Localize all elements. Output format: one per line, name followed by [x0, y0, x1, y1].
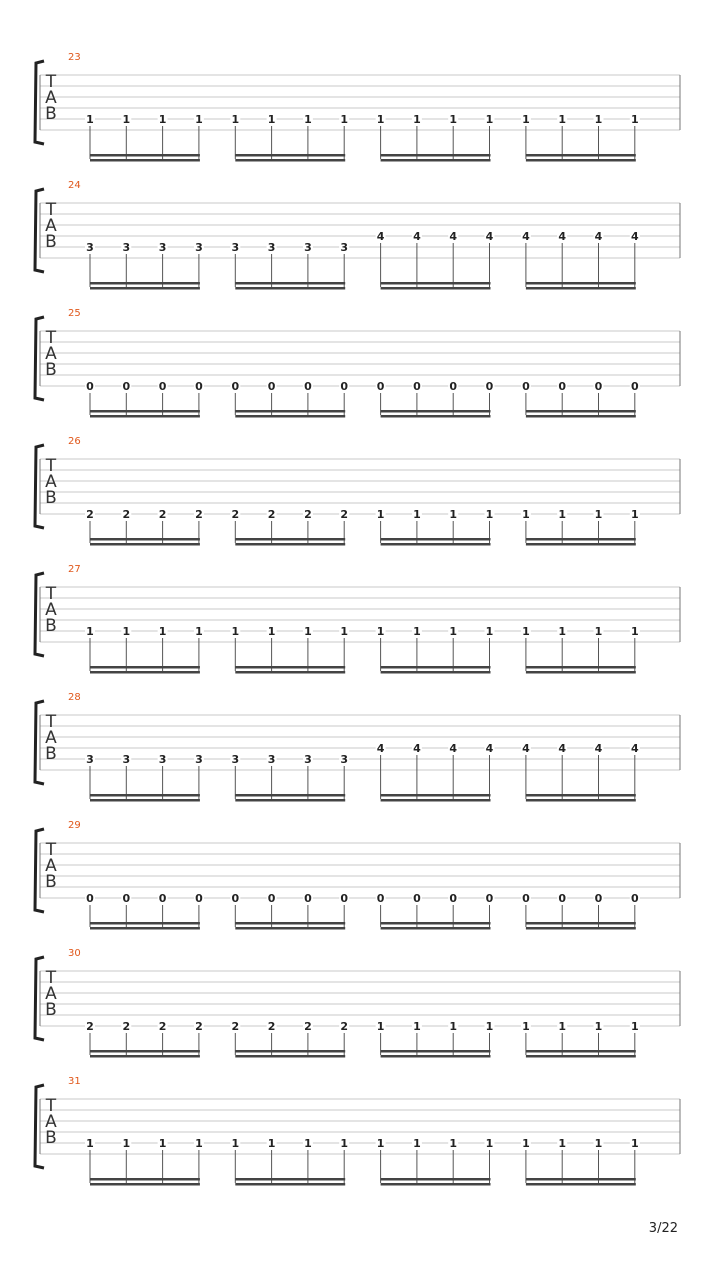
- tab-system: [0, 52, 720, 162]
- fret-number: 3: [231, 753, 240, 766]
- tab-clef: [45, 712, 57, 764]
- fret-number: 0: [304, 892, 312, 905]
- fret-number: 1: [340, 113, 349, 126]
- tab-clef-letter: T: [45, 712, 57, 732]
- note-beam: [235, 666, 345, 669]
- fret-number: 1: [158, 1137, 167, 1150]
- note-beam: [381, 1050, 491, 1053]
- fret-number: 1: [158, 113, 167, 126]
- note-beam: [381, 799, 491, 802]
- fret-number: 0: [376, 892, 385, 905]
- note-beam: [90, 287, 200, 290]
- tab-clef-letter: A: [45, 472, 57, 492]
- note-beam: [526, 927, 636, 930]
- fret-number: 1: [485, 113, 494, 126]
- tab-clef-letter: B: [45, 1128, 57, 1148]
- fret-number: 1: [558, 508, 567, 521]
- fret-number: 0: [594, 892, 603, 905]
- fret-number: 0: [449, 380, 458, 393]
- fret-number: 3: [304, 753, 312, 766]
- note-beam: [381, 538, 491, 541]
- fret-number: 3: [122, 241, 131, 254]
- fret-number: 0: [195, 892, 203, 905]
- note-beam: [526, 794, 636, 797]
- tab-clef-letter: T: [45, 200, 57, 220]
- fret-number: 0: [231, 892, 240, 905]
- fret-number: 2: [122, 1020, 131, 1033]
- tab-clef-letter: A: [45, 344, 57, 364]
- note-beam: [526, 538, 636, 541]
- note-beam: [90, 538, 200, 541]
- fret-number: 0: [485, 380, 494, 393]
- measure-number: 24: [68, 180, 81, 191]
- tab-staff: [0, 564, 720, 674]
- fret-number: 0: [630, 892, 639, 905]
- fret-number: 1: [594, 1020, 603, 1033]
- note-beam: [235, 794, 345, 797]
- fret-number: 1: [630, 1137, 639, 1150]
- tab-clef: [45, 840, 57, 892]
- fret-number: 1: [413, 113, 421, 126]
- fret-number: 1: [449, 625, 458, 638]
- fret-number: 1: [413, 1020, 421, 1033]
- fret-number: 3: [267, 753, 276, 766]
- tab-clef-letter: T: [45, 72, 57, 92]
- fret-number: 2: [231, 508, 240, 521]
- note-beam: [90, 543, 200, 546]
- fret-number: 1: [195, 113, 203, 126]
- fret-number: 2: [195, 1020, 203, 1033]
- fret-number: 1: [413, 625, 421, 638]
- measure-number: 30: [68, 948, 81, 959]
- measure-number: 26: [68, 436, 81, 447]
- fret-number: 1: [158, 625, 167, 638]
- fret-number: 2: [86, 1020, 94, 1033]
- tab-clef-letter: A: [45, 856, 57, 876]
- note-beam: [526, 415, 636, 418]
- fret-number: 4: [630, 230, 639, 243]
- tab-staff: [0, 180, 720, 290]
- fret-number: 1: [630, 625, 639, 638]
- tab-clef-letter: B: [45, 616, 57, 636]
- measure-number: 28: [68, 692, 81, 703]
- fret-number: 0: [122, 380, 131, 393]
- tab-clef: [45, 72, 57, 124]
- fret-number: 4: [558, 742, 567, 755]
- note-beam: [526, 287, 636, 290]
- note-beam: [235, 1050, 345, 1053]
- fret-number: 1: [558, 625, 567, 638]
- note-beam: [235, 799, 345, 802]
- tab-clef-letter: B: [45, 1000, 57, 1020]
- fret-number: 1: [522, 508, 530, 521]
- note-beam: [381, 922, 491, 925]
- note-beam: [526, 159, 636, 162]
- fret-number: 1: [522, 1137, 530, 1150]
- note-beam: [381, 927, 491, 930]
- tab-clef: [45, 584, 57, 636]
- fret-number: 1: [376, 508, 385, 521]
- note-beam: [235, 1178, 345, 1181]
- measure-number: 31: [68, 1076, 81, 1087]
- note-beam: [526, 666, 636, 669]
- fret-number: 1: [449, 508, 458, 521]
- fret-number: 3: [340, 753, 349, 766]
- fret-number: 4: [485, 230, 494, 243]
- note-beam: [526, 1050, 636, 1053]
- fret-number: 1: [122, 625, 131, 638]
- fret-number: 4: [630, 742, 639, 755]
- note-beam: [381, 282, 491, 285]
- fret-number: 0: [340, 892, 349, 905]
- fret-number: 1: [340, 625, 349, 638]
- note-beam: [90, 159, 200, 162]
- note-beam: [90, 666, 200, 669]
- note-beam: [381, 410, 491, 413]
- note-beam: [90, 154, 200, 157]
- tab-clef-letter: B: [45, 104, 57, 124]
- note-beam: [526, 1178, 636, 1181]
- fret-number: 1: [630, 113, 639, 126]
- tab-clef-letter: A: [45, 728, 57, 748]
- fret-number: 0: [558, 380, 567, 393]
- fret-number: 1: [376, 113, 385, 126]
- tab-staff: [0, 308, 720, 418]
- tab-staff: [0, 948, 720, 1058]
- note-beam: [235, 410, 345, 413]
- fret-number: 3: [86, 753, 94, 766]
- tab-clef-letter: B: [45, 744, 57, 764]
- fret-number: 1: [267, 1137, 276, 1150]
- tab-system: [0, 180, 720, 290]
- fret-number: 1: [304, 625, 312, 638]
- note-beam: [381, 159, 491, 162]
- note-beam: [381, 1055, 491, 1058]
- fret-number: 0: [158, 892, 167, 905]
- fret-number: 1: [376, 1020, 385, 1033]
- note-beam: [381, 794, 491, 797]
- tab-clef-letter: A: [45, 216, 57, 236]
- fret-number: 2: [304, 1020, 312, 1033]
- note-beam: [90, 1055, 200, 1058]
- fret-number: 0: [485, 892, 494, 905]
- note-beam: [526, 1055, 636, 1058]
- tab-clef-letter: B: [45, 488, 57, 508]
- fret-number: 3: [340, 241, 349, 254]
- fret-number: 2: [158, 508, 167, 521]
- tab-clef-letter: T: [45, 840, 57, 860]
- fret-number: 1: [485, 1137, 494, 1150]
- tab-clef-letter: A: [45, 1112, 57, 1132]
- tab-clef: [45, 1096, 57, 1148]
- fret-number: 4: [485, 742, 494, 755]
- note-beam: [235, 159, 345, 162]
- fret-number: 1: [304, 113, 312, 126]
- tab-clef-letter: T: [45, 456, 57, 476]
- fret-number: 1: [195, 625, 203, 638]
- note-beam: [90, 282, 200, 285]
- fret-number: 2: [340, 1020, 349, 1033]
- tab-system: [0, 564, 720, 674]
- note-beam: [90, 1183, 200, 1186]
- fret-number: 1: [195, 1137, 203, 1150]
- note-beam: [235, 282, 345, 285]
- fret-number: 4: [594, 742, 603, 755]
- measure-number: 23: [68, 52, 81, 63]
- fret-number: 4: [594, 230, 603, 243]
- fret-number: 0: [340, 380, 349, 393]
- tab-clef: [45, 968, 57, 1020]
- fret-number: 4: [413, 742, 421, 755]
- fret-number: 1: [630, 1020, 639, 1033]
- note-beam: [235, 287, 345, 290]
- tab-clef-letter: B: [45, 360, 57, 380]
- note-beam: [526, 543, 636, 546]
- fret-number: 1: [122, 113, 131, 126]
- note-beam: [381, 287, 491, 290]
- fret-number: 1: [340, 1137, 349, 1150]
- note-beam: [526, 922, 636, 925]
- note-beam: [381, 154, 491, 157]
- note-beam: [90, 794, 200, 797]
- tab-staff: [0, 1076, 720, 1186]
- fret-number: 0: [522, 892, 530, 905]
- fret-number: 0: [630, 380, 639, 393]
- fret-number: 2: [158, 1020, 167, 1033]
- note-beam: [90, 415, 200, 418]
- fret-number: 4: [449, 230, 458, 243]
- fret-number: 4: [449, 742, 458, 755]
- fret-number: 2: [122, 508, 131, 521]
- fret-number: 2: [231, 1020, 240, 1033]
- tab-clef: [45, 328, 57, 380]
- fret-number: 1: [522, 1020, 530, 1033]
- fret-number: 2: [195, 508, 203, 521]
- tab-clef-letter: T: [45, 968, 57, 988]
- fret-number: 3: [158, 241, 167, 254]
- fret-number: 0: [449, 892, 458, 905]
- tab-staff: [0, 820, 720, 930]
- tab-system: [0, 436, 720, 546]
- fret-number: 0: [86, 380, 94, 393]
- note-beam: [90, 1178, 200, 1181]
- fret-number: 1: [86, 113, 94, 126]
- fret-number: 0: [86, 892, 94, 905]
- note-beam: [526, 671, 636, 674]
- fret-number: 1: [522, 113, 530, 126]
- tab-clef-letter: T: [45, 584, 57, 604]
- fret-number: 1: [594, 625, 603, 638]
- fret-number: 2: [267, 508, 276, 521]
- fret-number: 2: [86, 508, 94, 521]
- tab-clef-letter: T: [45, 1096, 57, 1116]
- fret-number: 0: [267, 892, 276, 905]
- fret-number: 1: [304, 1137, 312, 1150]
- note-beam: [90, 922, 200, 925]
- fret-number: 1: [413, 1137, 421, 1150]
- note-beam: [235, 1055, 345, 1058]
- fret-number: 1: [231, 625, 240, 638]
- fret-number: 1: [558, 113, 567, 126]
- note-beam: [90, 671, 200, 674]
- page-number: 3/22: [648, 1221, 678, 1236]
- fret-number: 1: [558, 1020, 567, 1033]
- fret-number: 4: [522, 742, 530, 755]
- fret-number: 1: [86, 1137, 94, 1150]
- note-beam: [90, 799, 200, 802]
- fret-number: 1: [449, 1020, 458, 1033]
- fret-number: 0: [122, 892, 131, 905]
- tab-clef-letter: A: [45, 88, 57, 108]
- fret-number: 0: [267, 380, 276, 393]
- tab-system: [0, 692, 720, 802]
- fret-number: 1: [485, 1020, 494, 1033]
- fret-number: 1: [449, 113, 458, 126]
- note-beam: [526, 282, 636, 285]
- fret-number: 0: [558, 892, 567, 905]
- note-beam: [235, 538, 345, 541]
- fret-number: 1: [630, 508, 639, 521]
- fret-number: 3: [195, 753, 203, 766]
- fret-number: 0: [413, 892, 421, 905]
- tab-clef-letter: T: [45, 328, 57, 348]
- tab-clef: [45, 200, 57, 252]
- fret-number: 0: [594, 380, 603, 393]
- fret-number: 1: [485, 508, 494, 521]
- fret-number: 1: [376, 1137, 385, 1150]
- fret-number: 3: [158, 753, 167, 766]
- note-beam: [526, 410, 636, 413]
- measure-number: 25: [68, 308, 81, 319]
- fret-number: 4: [376, 742, 385, 755]
- tab-system: [0, 820, 720, 930]
- tab-system: [0, 1076, 720, 1186]
- fret-number: 3: [304, 241, 312, 254]
- note-beam: [90, 1050, 200, 1053]
- fret-number: 4: [558, 230, 567, 243]
- note-beam: [235, 922, 345, 925]
- fret-number: 2: [267, 1020, 276, 1033]
- note-beam: [381, 415, 491, 418]
- fret-number: 1: [522, 625, 530, 638]
- fret-number: 1: [376, 625, 385, 638]
- fret-number: 0: [413, 380, 421, 393]
- tab-clef-letter: B: [45, 872, 57, 892]
- fret-number: 0: [158, 380, 167, 393]
- fret-number: 3: [122, 753, 131, 766]
- fret-number: 1: [122, 1137, 131, 1150]
- note-beam: [235, 154, 345, 157]
- fret-number: 1: [231, 1137, 240, 1150]
- fret-number: 4: [376, 230, 385, 243]
- note-beam: [235, 415, 345, 418]
- tab-system: [0, 948, 720, 1058]
- fret-number: 3: [195, 241, 203, 254]
- fret-number: 4: [522, 230, 530, 243]
- note-beam: [381, 1183, 491, 1186]
- fret-number: 1: [231, 113, 240, 126]
- tab-clef-letter: A: [45, 600, 57, 620]
- fret-number: 1: [594, 508, 603, 521]
- fret-number: 1: [449, 1137, 458, 1150]
- note-beam: [235, 543, 345, 546]
- tab-staff: [0, 692, 720, 802]
- tab-staff: [0, 436, 720, 546]
- note-beam: [381, 543, 491, 546]
- fret-number: 4: [413, 230, 421, 243]
- note-beam: [381, 671, 491, 674]
- tab-system: [0, 308, 720, 418]
- note-beam: [526, 154, 636, 157]
- note-beam: [526, 799, 636, 802]
- fret-number: 3: [231, 241, 240, 254]
- note-beam: [235, 671, 345, 674]
- fret-number: 1: [558, 1137, 567, 1150]
- measure-number: 27: [68, 564, 81, 575]
- note-beam: [90, 927, 200, 930]
- note-beam: [90, 410, 200, 413]
- tab-clef-letter: B: [45, 232, 57, 252]
- fret-number: 0: [195, 380, 203, 393]
- tab-staff: [0, 52, 720, 162]
- fret-number: 1: [594, 113, 603, 126]
- note-beam: [381, 666, 491, 669]
- fret-number: 3: [267, 241, 276, 254]
- note-beam: [526, 1183, 636, 1186]
- note-beam: [381, 1178, 491, 1181]
- fret-number: 3: [86, 241, 94, 254]
- fret-number: 1: [413, 508, 421, 521]
- fret-number: 1: [267, 113, 276, 126]
- tab-clef: [45, 456, 57, 508]
- fret-number: 1: [267, 625, 276, 638]
- tab-clef-letter: A: [45, 984, 57, 1004]
- fret-number: 2: [340, 508, 349, 521]
- fret-number: 0: [522, 380, 530, 393]
- fret-number: 2: [304, 508, 312, 521]
- note-beam: [235, 1183, 345, 1186]
- fret-number: 0: [231, 380, 240, 393]
- fret-number: 1: [594, 1137, 603, 1150]
- fret-number: 0: [304, 380, 312, 393]
- fret-number: 1: [485, 625, 494, 638]
- measure-number: 29: [68, 820, 81, 831]
- fret-number: 1: [86, 625, 94, 638]
- fret-number: 0: [376, 380, 385, 393]
- note-beam: [235, 927, 345, 930]
